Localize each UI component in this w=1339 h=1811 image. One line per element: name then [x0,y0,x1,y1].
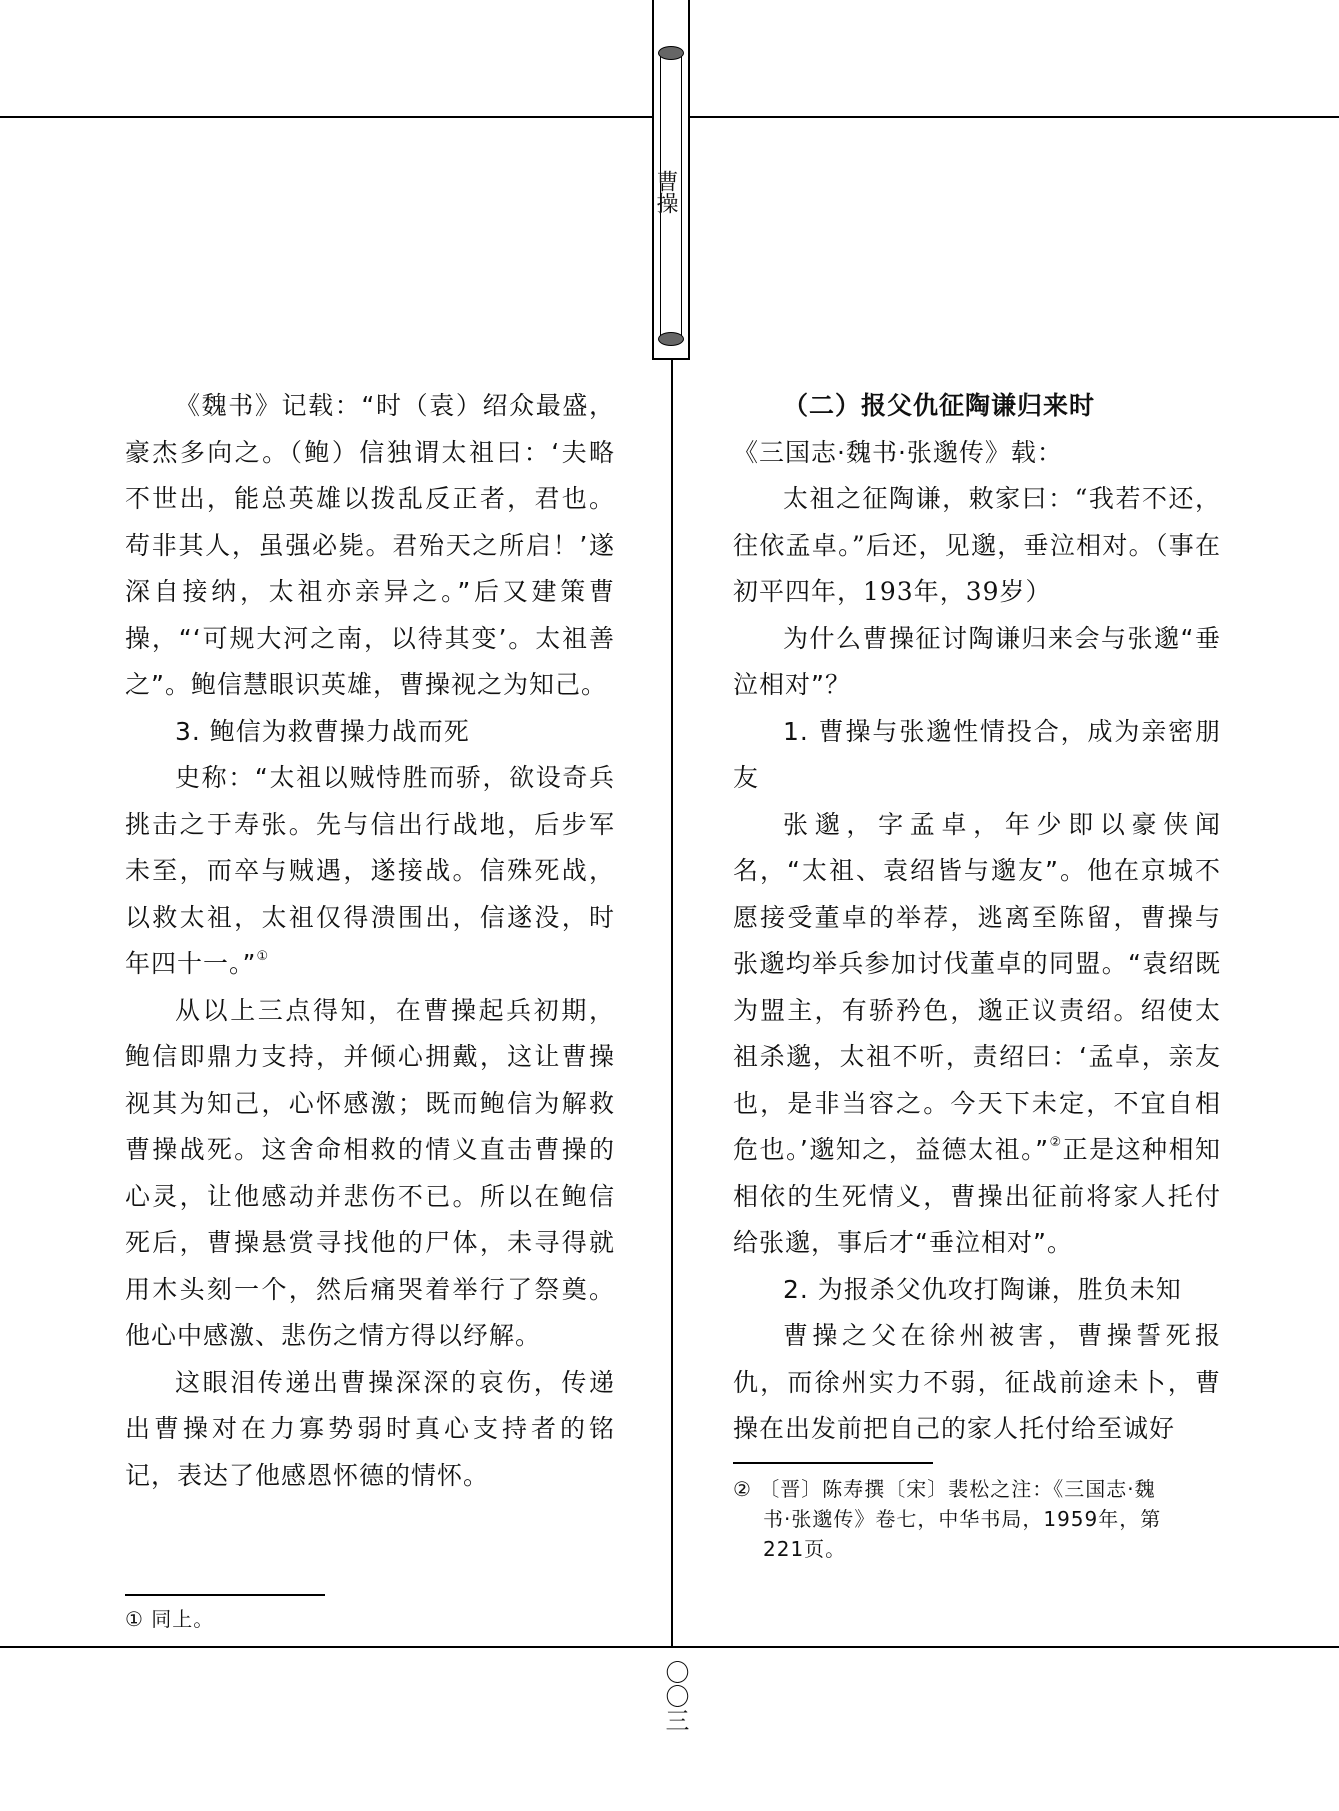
top-rule-right [690,116,1339,118]
paragraph [733,802,1221,1267]
section-subheading: 2. 为报杀父仇攻打陶谦，胜负未知 [783,1274,1182,1304]
center-divider [671,360,673,1648]
paragraph: 为什么曹操征讨陶谦归来会与张邈“垂泣相对”？ [733,623,1221,699]
section-subheading: 3. 鲍信为救曹操力战而死 [175,716,470,746]
footnote-left [125,1604,615,1634]
quote-note: （事在初平四年，193年，39岁） [733,530,1221,606]
paragraph: 曹操之父在徐州被害，曹操誓死报仇，而徐州实力不弱，征战前途未卜，曹操在出发前把自己的家人托付给至诚好 [733,1321,1221,1443]
paragraph: 从以上三点得知，在曹操起兵初期，鲍信即鼎力支持，并倾心拥戴，这让曹操视其为知己，心怀感激；既而鲍信为解救曹操战死。这舍命相救的情义直击曹操的心灵，让他感动并悲伤不已。所以在鲍信死后，曹操悬赏寻找他的尸体，未寻得就用木头刻一个，然后痛哭着举行了祭奠。他心中感激、悲伤之情方得以纾解。 [125,995,615,1350]
paragraph-text: 张邈，字孟卓，年少即以豪侠闻名，“太祖、袁绍皆与邈友”。他在京城不愿接受董卓的举荐，逃离至陈留，曹操与张邈均举兵参加讨伐董卓的同盟。“袁绍既为盟主，有骄矜色，邈正议责绍。绍使太祖杀邈，太祖不听，责绍曰：‘孟卓，亲友也，是非当容之。今天下未定，不宜自相危也。’邈知之，益德太祖。” [733,809,1221,1164]
page-number: 〇〇三 [661,1660,689,1732]
footnote-marker: ② [1049,1135,1063,1150]
footnote-marker: ① [256,949,270,964]
footnote-text: 221页。 [763,1537,847,1561]
spine-label [652,0,690,360]
top-rule-left [0,116,652,118]
footnote-rule-left [125,1594,325,1596]
footnote-text: 书·张邈传》卷七，中华书局，1959年，第 [763,1507,1162,1531]
paragraph-text: 正是这种相知相依的生死情义，曹操出征前将家人托付给张邈，事后才“垂泣相对”。 [733,1135,1221,1257]
paragraph-text: 史称：“太祖以贼恃胜而骄，欲设奇兵挑击之于寿张。先与信出行战地，后步军未至，而卒与贼遇，遂接战。信殊死战，以救太祖，太祖仅得溃围出，信遂没，时年四十一。” [125,763,615,978]
spine-top-ornament [658,46,684,60]
spine-title: 曹操 [653,170,678,214]
footnote-right [733,1474,1221,1564]
section-subheading: 1. 曹操与张邈性情投合，成为亲密朋友 [733,716,1221,792]
footnote-text: ② 〔晋〕陈寿撰〔宋〕裴松之注：《三国志·魏 [733,1477,1156,1501]
quote-text: 太祖之征陶谦，敕家曰：“我若不还，往依孟卓。”后还，见邈，垂泣相对。 [733,484,1221,560]
section-heading: （二）报父仇征陶谦归来时 [783,391,1096,420]
paragraph [125,755,615,988]
spine-bottom-ornament [658,332,684,346]
footnote-text: ① 同上。 [125,1607,215,1631]
left-column [125,383,615,1499]
paragraph: 这眼泪传递出曹操深深的哀伤，传递出曹操对在力寡势弱时真心支持者的铭记，表达了他感恩怀德的情怀。 [125,1367,615,1490]
footnote-rule-right [733,1462,933,1464]
source-citation: 《三国志·魏书·张邈传》载： [733,437,1063,467]
bottom-rule [0,1646,1339,1648]
paragraph: 《魏书》记载：“时（袁）绍众最盛，豪杰多向之。（鲍）信独谓太祖曰：‘夫略不世出，能总英雄以拨乱反正者，君也。苟非其人，虽强必毙。君殆天之所启！’遂深自接纳，太祖亦亲异之。”后又建策曹操，“‘可规大河之南，以待其变’。太祖善之”。鲍信慧眼识英雄，曹操视之为知己。 [125,391,615,699]
block-quote [733,476,1221,616]
right-column [733,383,1221,1453]
